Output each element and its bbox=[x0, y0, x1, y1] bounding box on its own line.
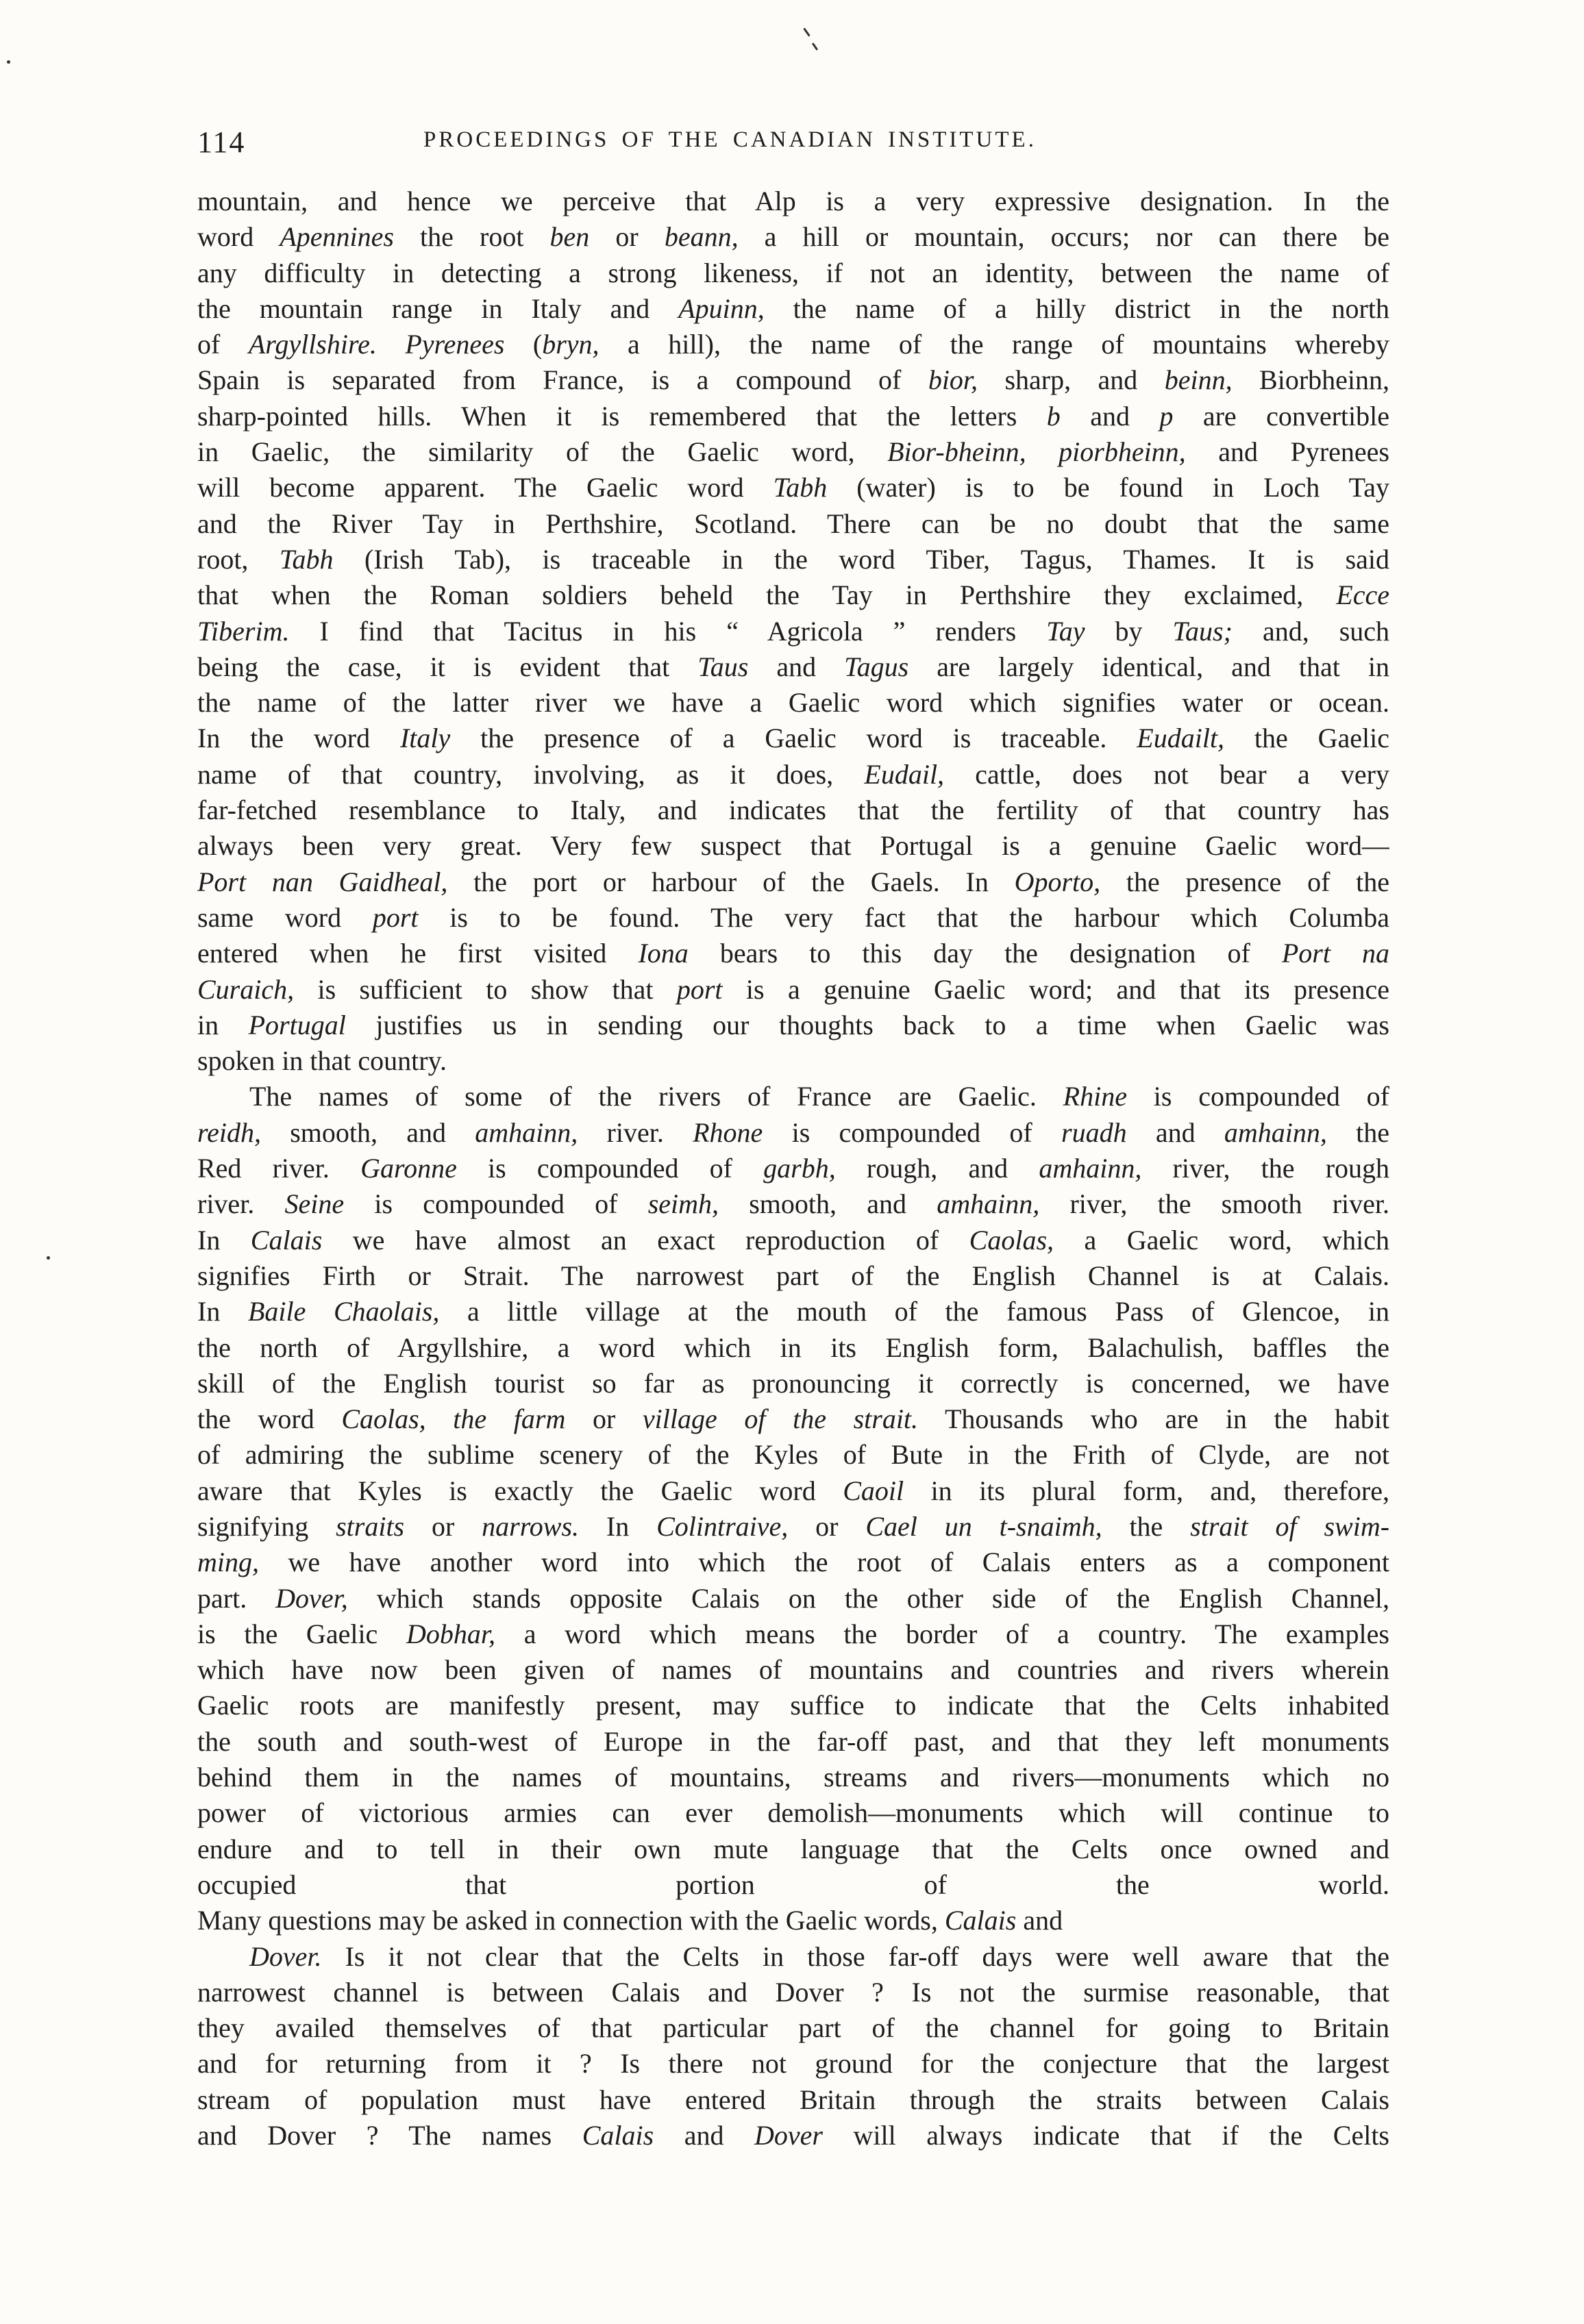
text-run: smooth, and bbox=[719, 1188, 937, 1220]
text-run: spoken in that country. bbox=[197, 1045, 447, 1077]
text-run: or bbox=[404, 1510, 482, 1542]
italic-text: amhainn, bbox=[937, 1188, 1040, 1220]
text-run: Gaelic roots are manifestly present, may suffice to indicate that the Celts inhabited bbox=[197, 1690, 1389, 1721]
text-run: a hill), the name of the range of mountains whereby bbox=[599, 329, 1389, 360]
italic-text: Baile Chaolais, bbox=[247, 1296, 440, 1327]
italic-text: Eudail, bbox=[864, 758, 945, 790]
text-line bbox=[197, 1223, 1389, 1258]
text-run: the port or harbour of the Gaels. In bbox=[447, 866, 1015, 897]
italic-text: Tagus bbox=[844, 651, 909, 682]
text-line bbox=[197, 470, 1389, 505]
text-run: is a genuine Gaelic word; and that its presence bbox=[722, 973, 1389, 1005]
text-run: is compounded of bbox=[456, 1153, 764, 1184]
text-run: and bbox=[1016, 1905, 1063, 1936]
text-run: which stands opposite Calais on the other side of the English Channel, bbox=[347, 1582, 1389, 1614]
text-run: or bbox=[788, 1510, 866, 1542]
text-line bbox=[197, 1079, 1389, 1114]
text-run: of bbox=[197, 329, 249, 360]
text-line bbox=[197, 255, 1389, 291]
text-run: signifies Firth or Strait. The narrowest part of the English Channel is at Calais. bbox=[197, 1260, 1389, 1291]
scan-speck bbox=[7, 60, 10, 64]
text-run: river, the rough bbox=[1141, 1153, 1389, 1184]
italic-text: Cael un t-snaimh, bbox=[865, 1510, 1102, 1542]
italic-text: Taus bbox=[697, 651, 749, 682]
text-line bbox=[197, 828, 1389, 864]
text-run: signifying bbox=[197, 1510, 336, 1542]
text-run: or bbox=[565, 1403, 643, 1435]
text-run: and for returning from it ? Is there not ground for the conjecture that the largest bbox=[197, 2048, 1389, 2079]
text-run: the presence of a Gaelic word is traceable. bbox=[450, 723, 1137, 754]
text-run: Many questions may be asked in connection with the Gaelic words, bbox=[197, 1905, 945, 1936]
italic-text: Calais bbox=[582, 2120, 654, 2151]
italic-text: beann, bbox=[664, 221, 739, 253]
italic-text: Eudailt, bbox=[1137, 723, 1225, 754]
text-run: The names of some of the rivers of France are Gaelic. bbox=[249, 1081, 1063, 1112]
page-number: 114 bbox=[197, 125, 246, 159]
italic-text: Tay bbox=[1046, 615, 1085, 647]
text-run: and the River Tay in Perthshire, Scotland. There can be no doubt that the same bbox=[197, 508, 1389, 539]
text-line bbox=[197, 685, 1389, 721]
text-run: skill of the English tourist so far as pronouncing it correctly is concerned, we have bbox=[197, 1367, 1389, 1399]
text-line bbox=[197, 864, 1389, 900]
text-run: same word bbox=[197, 901, 373, 933]
text-run: the name of the latter river we have a Gaelic word which signifies water or ocean. bbox=[197, 687, 1389, 719]
scan-speck bbox=[47, 1256, 50, 1260]
text-line bbox=[197, 757, 1389, 792]
text-line bbox=[197, 1509, 1389, 1545]
italic-text: Colintraive, bbox=[656, 1510, 789, 1542]
text-run: stream of population must have entered Britain through the straits between Calais bbox=[197, 2084, 1389, 2115]
text-run: in bbox=[197, 1009, 249, 1040]
text-line bbox=[197, 721, 1389, 756]
text-run: is the Gaelic bbox=[197, 1618, 406, 1649]
text-line bbox=[197, 2082, 1389, 2118]
text-line bbox=[197, 2046, 1389, 2082]
text-run: which have now been given of names of mountains and countries and rivers wherein bbox=[197, 1654, 1389, 1686]
text-line bbox=[197, 1294, 1389, 1329]
text-line bbox=[197, 327, 1389, 362]
italic-text: Caoil bbox=[843, 1475, 904, 1506]
text-run: mountain, and hence we perceive that Alp is a very expressive designation. In the bbox=[197, 186, 1389, 216]
running-head: PROCEEDINGS OF THE CANADIAN INSTITUTE. bbox=[423, 127, 1037, 152]
italic-text: p bbox=[1159, 400, 1174, 432]
italic-text: port bbox=[676, 973, 723, 1005]
text-run: In bbox=[197, 1296, 248, 1327]
text-line bbox=[197, 1186, 1389, 1222]
text-line bbox=[197, 1832, 1389, 1867]
italic-text: beinn, bbox=[1164, 364, 1233, 396]
text-run: they availed themselves of that particular part of the channel for going to Britain bbox=[197, 2012, 1389, 2044]
text-line bbox=[197, 972, 1389, 1008]
italic-text: Ecce bbox=[1336, 579, 1389, 611]
text-line bbox=[197, 577, 1389, 613]
text-line bbox=[197, 1545, 1389, 1580]
text-line bbox=[197, 1688, 1389, 1723]
italic-text: Seine bbox=[284, 1188, 345, 1220]
text-run: will always indicate that if the Celts bbox=[822, 2120, 1389, 2151]
body-text bbox=[197, 184, 1389, 2153]
text-run: part. bbox=[197, 1582, 276, 1614]
italic-text: Calais bbox=[250, 1224, 323, 1255]
italic-text: ming, bbox=[197, 1547, 259, 1578]
text-run: being the case, it is evident that bbox=[197, 651, 698, 682]
text-line bbox=[197, 542, 1389, 577]
text-run: I find that Tacitus in his “ Agricola ” renders bbox=[289, 615, 1047, 647]
italic-text: Apennines bbox=[280, 221, 394, 253]
italic-text: Portugal bbox=[248, 1009, 346, 1040]
italic-text: garbh, bbox=[763, 1153, 836, 1184]
text-line bbox=[197, 649, 1389, 685]
italic-text: amhainn, bbox=[1224, 1116, 1327, 1148]
text-run: in Gaelic, the similarity of the Gaelic word, bbox=[197, 436, 888, 468]
text-run: occupied that portion of the world. bbox=[197, 1869, 1389, 1900]
scan-speck bbox=[812, 42, 818, 51]
text-run bbox=[377, 329, 405, 360]
text-run: the mountain range in Italy and bbox=[197, 292, 679, 324]
text-run: or bbox=[589, 221, 665, 253]
text-run: word bbox=[197, 221, 280, 253]
text-line bbox=[197, 2118, 1389, 2153]
text-run: Biorbheinn, bbox=[1232, 364, 1389, 396]
text-line bbox=[197, 1330, 1389, 1366]
text-run: will become apparent. The Gaelic word bbox=[197, 472, 774, 503]
text-run: is sufficient to show that bbox=[294, 973, 677, 1005]
italic-text: bior, bbox=[928, 364, 978, 396]
text-line bbox=[197, 614, 1389, 649]
text-line bbox=[197, 1258, 1389, 1294]
text-run: and bbox=[1060, 400, 1160, 432]
text-run: the root bbox=[393, 221, 550, 253]
text-run: cattle, does not bear a very bbox=[944, 758, 1389, 790]
text-line bbox=[197, 1115, 1389, 1151]
text-line bbox=[197, 1473, 1389, 1509]
text-run: narrowest channel is between Calais and Dover ? Is not the surmise reasonable, that bbox=[197, 1976, 1389, 2008]
text-run: of admiring the sublime scenery of the Kyles of Bute in the Frith of Clyde, are not bbox=[197, 1439, 1389, 1471]
text-line bbox=[197, 1724, 1389, 1760]
text-run: In bbox=[197, 1224, 251, 1255]
text-line bbox=[197, 1008, 1389, 1043]
italic-text: Taus; bbox=[1172, 615, 1233, 647]
italic-text: Rhone bbox=[693, 1116, 763, 1148]
italic-text: reidh, bbox=[197, 1116, 261, 1148]
text-line bbox=[197, 900, 1389, 936]
text-run: (Irish Tab), is traceable in the word Tiber, Tagus, Thames. It is said bbox=[333, 543, 1389, 575]
text-run: sharp, and bbox=[978, 364, 1165, 396]
text-run: we have almost an exact reproduction of bbox=[322, 1224, 969, 1255]
text-run: ( bbox=[504, 329, 543, 360]
text-run: and bbox=[1126, 1116, 1224, 1148]
text-line bbox=[197, 1975, 1389, 2010]
text-run: rough, and bbox=[835, 1153, 1039, 1184]
italic-text: Apuinn, bbox=[678, 292, 765, 324]
italic-text: Port na bbox=[1281, 938, 1389, 969]
text-run: the bbox=[1326, 1116, 1389, 1148]
text-run: Is it not clear that the Celts in those far-off days were well aware that the bbox=[321, 1940, 1389, 1972]
italic-text: Port nan Gaidheal, bbox=[197, 866, 448, 897]
italic-text: Dover bbox=[754, 2120, 823, 2151]
italic-text: Dover. bbox=[249, 1940, 322, 1972]
italic-text: bryn, bbox=[542, 329, 599, 360]
text-run: river, the smooth river. bbox=[1039, 1188, 1389, 1220]
text-line bbox=[197, 506, 1389, 542]
text-run: justifies us in sending our thoughts back to a time when Gaelic was bbox=[345, 1009, 1389, 1040]
italic-text: Pyrenees bbox=[405, 329, 505, 360]
text-run: the bbox=[1102, 1510, 1191, 1542]
text-run: a hill or mountain, occurs; nor can there be bbox=[738, 221, 1389, 253]
text-run: behind them in the names of mountains, streams and rivers—monuments which no bbox=[197, 1762, 1389, 1793]
text-run: in its plural form, and, therefore, bbox=[904, 1475, 1389, 1506]
text-line bbox=[197, 291, 1389, 327]
text-line bbox=[197, 1616, 1389, 1652]
text-run: any difficulty in detecting a strong likeness, if not an identity, between the name of bbox=[197, 257, 1389, 288]
italic-text: Garonne bbox=[360, 1153, 457, 1184]
text-run: In bbox=[579, 1510, 657, 1542]
text-run: Red river. bbox=[197, 1153, 361, 1184]
italic-text: Curaich, bbox=[197, 973, 295, 1005]
text-run: the north of Argyllshire, a word which in its English form, Balachulish, baffles the bbox=[197, 1332, 1389, 1363]
text-line bbox=[197, 1401, 1389, 1437]
italic-text: Rhine bbox=[1063, 1081, 1127, 1112]
text-run: far-fetched resemblance to Italy, and indicates that the fertility of that country has bbox=[197, 795, 1389, 826]
text-run: the presence of the bbox=[1100, 866, 1389, 897]
italic-text: Dobhar, bbox=[406, 1618, 496, 1649]
text-run: is compounded of bbox=[1126, 1081, 1389, 1112]
text-line bbox=[197, 1043, 1389, 1079]
text-run: aware that Kyles is exactly the Gaelic word bbox=[197, 1475, 843, 1506]
text-run: that when the Roman soldiers beheld the Tay in Perthshire they exclaimed, bbox=[197, 579, 1337, 611]
italic-text: straits bbox=[336, 1510, 405, 1542]
text-line bbox=[197, 434, 1389, 470]
text-line bbox=[197, 362, 1389, 398]
text-run: are largely identical, and that in bbox=[908, 651, 1389, 682]
italic-text: Argyllshire. bbox=[248, 329, 377, 360]
italic-text: amhainn, bbox=[1039, 1153, 1142, 1184]
text-run: Thousands who are in the habit bbox=[918, 1403, 1389, 1435]
text-line bbox=[197, 1903, 1389, 1938]
text-run: is compounded of bbox=[763, 1116, 1061, 1148]
text-line bbox=[197, 2010, 1389, 2046]
italic-text: Tabh bbox=[773, 472, 828, 503]
text-run: Spain is separated from France, is a compound of bbox=[197, 364, 928, 396]
text-run: a little village at the mouth of the famous Pass of Glencoe, in bbox=[439, 1296, 1389, 1327]
text-run: and, such bbox=[1232, 615, 1389, 647]
text-run: a Gaelic word, which bbox=[1054, 1224, 1389, 1255]
text-run: is to be found. The very fact that the harbour which Columba bbox=[418, 901, 1389, 933]
text-run: smooth, and bbox=[260, 1116, 475, 1148]
italic-text: ruadh bbox=[1061, 1116, 1127, 1148]
text-line bbox=[197, 399, 1389, 434]
text-run: are convertible bbox=[1173, 400, 1389, 432]
text-run: entered when he first visited bbox=[197, 938, 639, 969]
page-header bbox=[197, 125, 1389, 166]
italic-text: Dover, bbox=[275, 1582, 348, 1614]
text-run: root, bbox=[197, 543, 280, 575]
text-line bbox=[197, 1151, 1389, 1186]
text-run: bears to this day the designation of bbox=[688, 938, 1282, 969]
text-line bbox=[197, 1652, 1389, 1688]
italic-text: port bbox=[372, 901, 419, 933]
text-run: and bbox=[748, 651, 845, 682]
text-run: the south and south-west of Europe in the far-off past, and that they left monuments bbox=[197, 1725, 1389, 1757]
italic-text: Calais bbox=[944, 1905, 1017, 1936]
italic-text: Bior-bheinn, piorbheinn, bbox=[887, 436, 1186, 468]
text-run: river. bbox=[197, 1188, 285, 1220]
italic-text: Italy bbox=[399, 723, 451, 754]
italic-text: village of the strait. bbox=[642, 1403, 919, 1435]
italic-text: Tabh bbox=[279, 543, 334, 575]
text-run: and bbox=[654, 2120, 754, 2151]
text-run: river. bbox=[578, 1116, 693, 1148]
text-run: the Gaelic bbox=[1224, 723, 1389, 754]
text-run: sharp-pointed hills. When it is remembered that the letters bbox=[197, 400, 1047, 432]
text-run: (water) is to be found in Loch Tay bbox=[827, 472, 1389, 503]
text-run: always been very great. Very few suspect that Portugal is a genuine Gaelic word— bbox=[197, 830, 1389, 862]
text-run: a word which means the border of a country. The examples bbox=[495, 1618, 1389, 1649]
text-run: we have another word into which the root of Calais enters as a component bbox=[259, 1547, 1389, 1578]
italic-text: Iona bbox=[638, 938, 689, 969]
italic-text: Caolas, bbox=[969, 1224, 1054, 1255]
text-line bbox=[197, 1867, 1389, 1903]
text-run: the word bbox=[197, 1403, 342, 1435]
italic-text: b bbox=[1046, 400, 1061, 432]
italic-text: seimh, bbox=[647, 1188, 719, 1220]
italic-text: narrows. bbox=[482, 1510, 580, 1542]
text-line bbox=[197, 792, 1389, 828]
text-line bbox=[197, 1437, 1389, 1473]
text-run: power of victorious armies can ever demolish—monuments which will continue to bbox=[197, 1797, 1389, 1829]
text-run: is compounded of bbox=[344, 1188, 648, 1220]
italic-text: amhainn, bbox=[475, 1116, 578, 1148]
italic-text: Oporto, bbox=[1014, 866, 1101, 897]
italic-text: Tiberim. bbox=[197, 615, 290, 647]
italic-text: Caolas, the farm bbox=[341, 1403, 566, 1435]
text-run: the name of a hilly district in the north bbox=[764, 292, 1389, 324]
text-run: name of that country, involving, as it does, bbox=[197, 758, 865, 790]
text-line bbox=[197, 1795, 1389, 1831]
text-line bbox=[197, 184, 1389, 219]
text-line bbox=[197, 1760, 1389, 1795]
text-line bbox=[197, 936, 1389, 971]
text-run: endure and to tell in their own mute language that the Celts once owned and bbox=[197, 1833, 1389, 1864]
text-run: and Pyrenees bbox=[1185, 436, 1389, 468]
italic-text: ben bbox=[549, 221, 590, 253]
text-line bbox=[197, 219, 1389, 255]
text-run: In the word bbox=[197, 723, 400, 754]
text-line bbox=[197, 1366, 1389, 1401]
scan-speck bbox=[803, 27, 810, 36]
text-line bbox=[197, 1581, 1389, 1616]
text-line bbox=[197, 1939, 1389, 1975]
text-run: and Dover ? The names bbox=[197, 2120, 582, 2151]
text-run: by bbox=[1085, 615, 1173, 647]
italic-text: strait of swim- bbox=[1190, 1510, 1389, 1542]
